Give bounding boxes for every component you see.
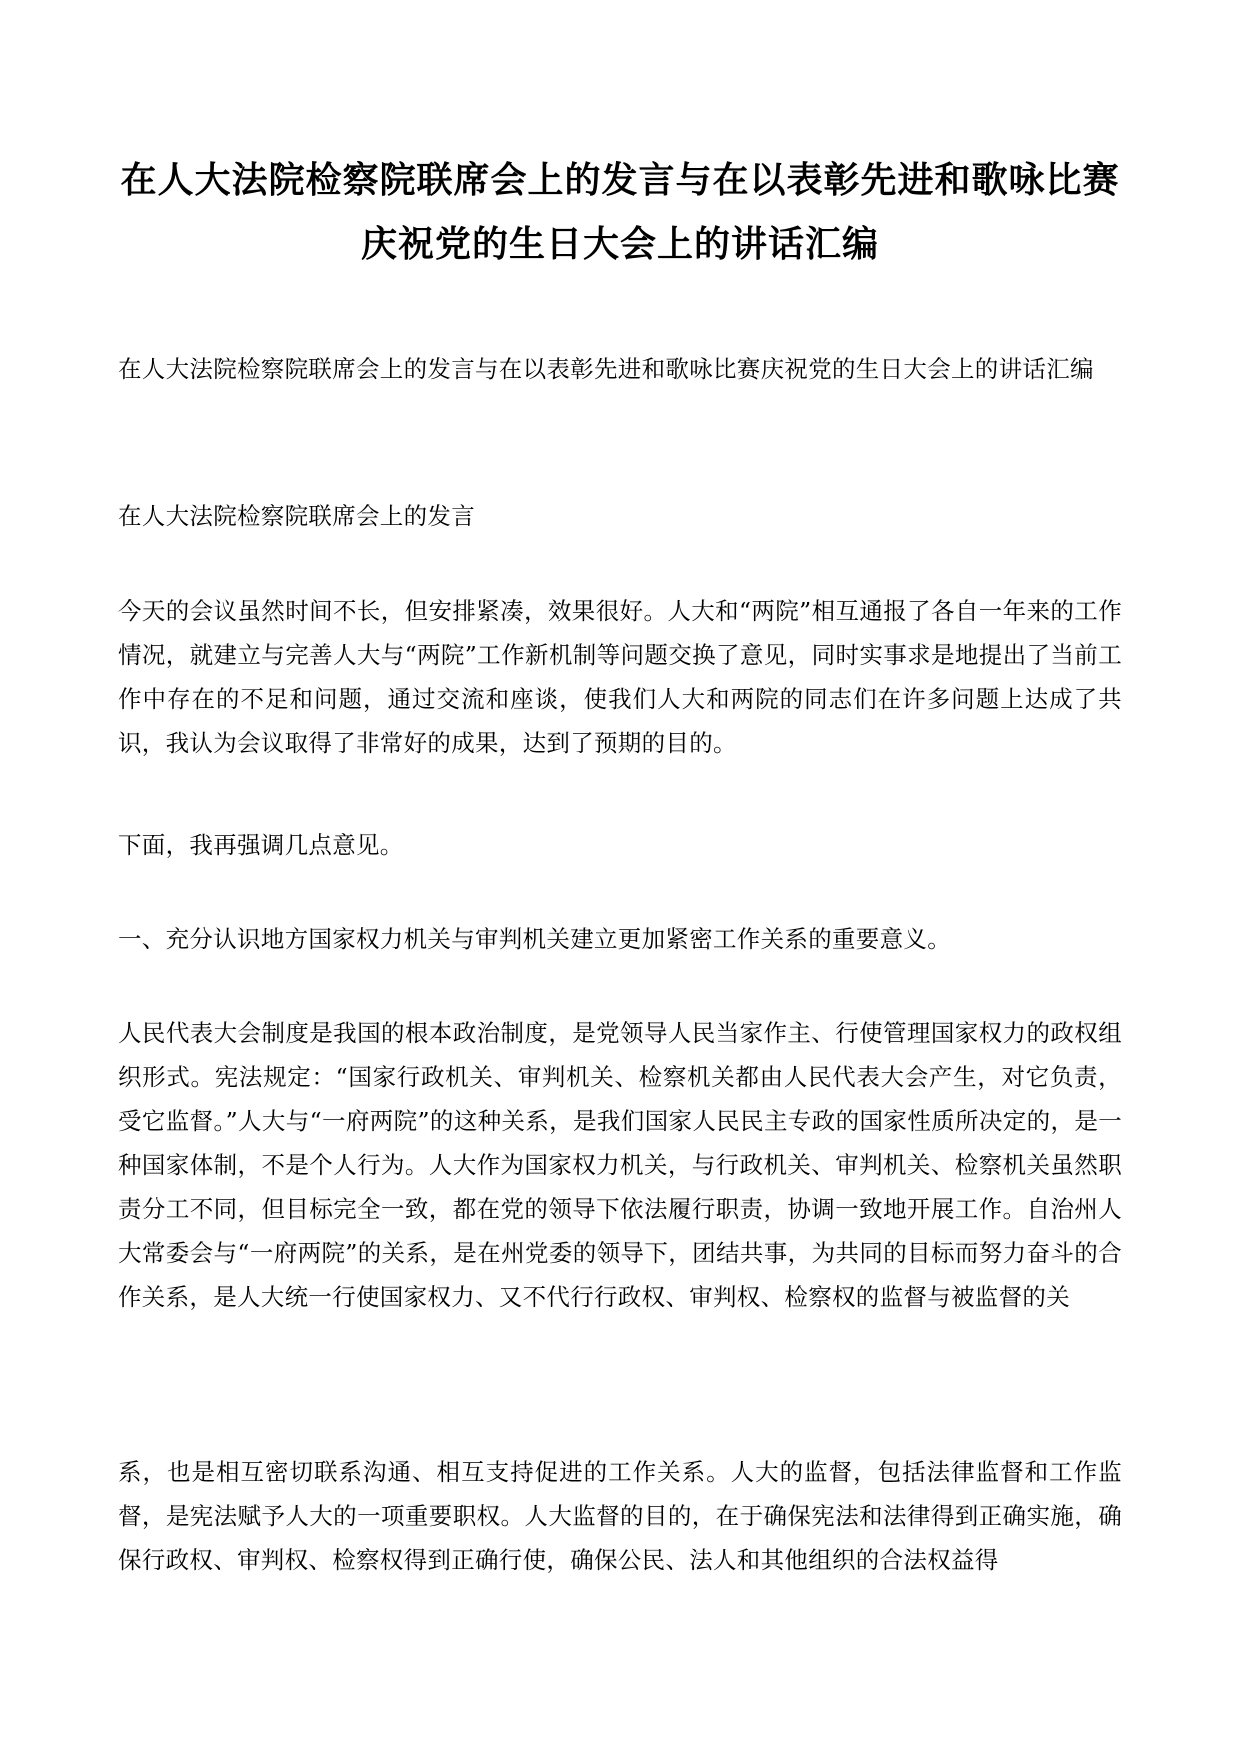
document-subtitle: 在人大法院检察院联席会上的发言与在以表彰先进和歌咏比赛庆祝党的生日大会上的讲话汇编 (118, 355, 1094, 383)
paragraph: 人民代表大会制度是我国的根本政治制度，是党领导人民当家作主、行使管理国家权力的政权组织形式。宪法规定：“国家行政机关、审判机关、检察机关都由人民代表大会产生，对它负责，受它监督。”人大与“一府两院”的这种关系，是我们国家人民民主专政的国家性质所决定的，是一种国家体制，不是个人行为。人大作为国家权力机关，与行政机关、审判机关、检察机关虽然职责分工不同，但目标完全一致，都在党的领导下依法履行职责，协调一致地开展工作。自治州人大常委会与“一府两院”的关系，是在州党委的领导下，团结共事，为共同的目标而努力奋斗的合作关系，是人大统一行使国家权力、又不代行行政权、审判权、检察权的监督与被监督的关 (118, 1019, 1122, 1311)
section-heading: 在人大法院检察院联席会上的发言 (118, 502, 475, 530)
paragraph: 下面，我再强调几点意见。 (118, 831, 404, 859)
paragraph: 一、充分认识地方国家权力机关与审判机关建立更加紧密工作关系的重要意义。 (118, 925, 951, 953)
document-title: 在人大法院检察院联席会上的发言与在以表彰先进和歌咏比赛庆祝党的生日大会上的讲话汇编 (120, 159, 1120, 265)
paragraph: 今天的会议虽然时间不长，但安排紧凑，效果很好。人大和“两院”相互通报了各自一年来的工作情况，就建立与完善人大与“两院”工作新机制等问题交换了意见，同时实事求是地提出了当前工作中存在的不足和问题，通过交流和座谈，使我们人大和两院的同志们在许多问题上达成了共识，我认为会议取得了非常好的成果，达到了预期的目的。 (118, 597, 1122, 757)
paragraph: 系，也是相互密切联系沟通、相互支持促进的工作关系。人大的监督，包括法律监督和工作监督，是宪法赋予人大的一项重要职权。人大监督的目的，在于确保宪法和法律得到正确实施，确保行政权、审判权、检察权得到正确行使，确保公民、法人和其他组织的合法权益得 (118, 1458, 1122, 1574)
